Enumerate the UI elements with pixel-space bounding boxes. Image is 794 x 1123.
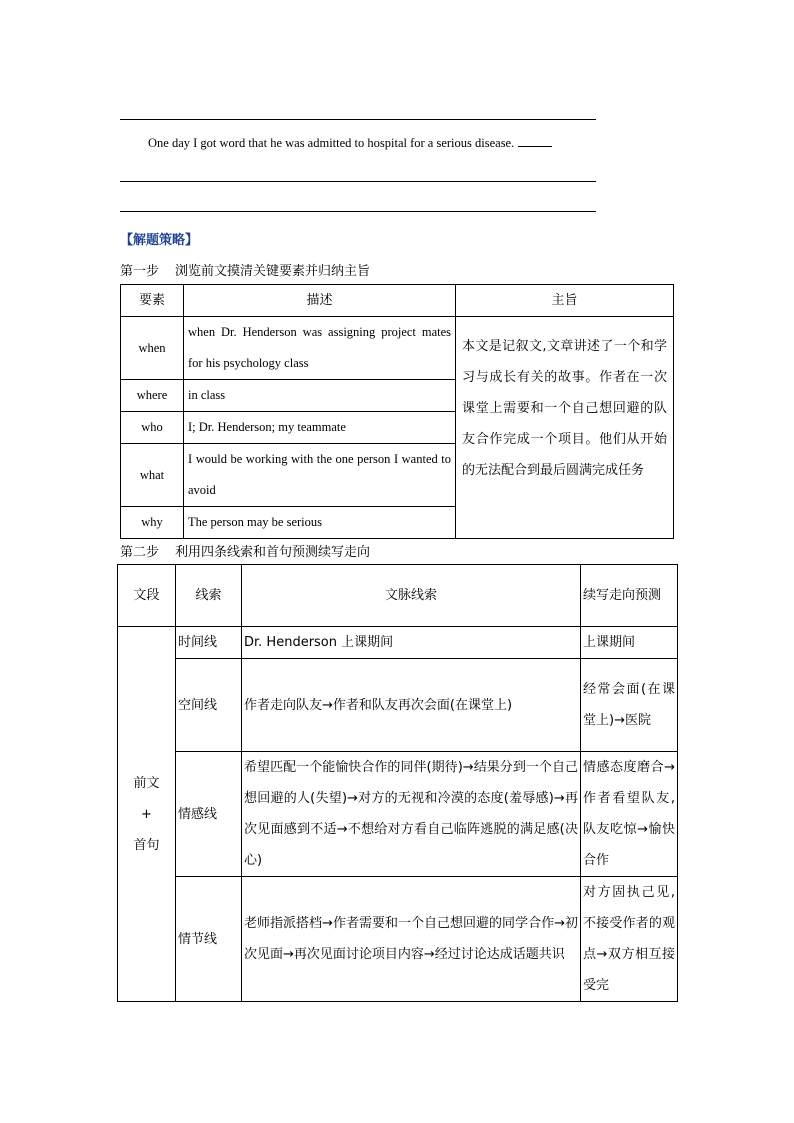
step1-title (120, 260, 370, 279)
clue-name: 情节线 (176, 877, 242, 1002)
step2-title (120, 541, 370, 560)
table-header-cell: 文段 (118, 565, 176, 627)
clue-context: 老师指派搭档→作者需要和一个自己想回避的同学合作→初次见面→再次见面讨论项目内容→经过讨论达成话题共识 (242, 877, 581, 1002)
element-key: what (121, 444, 184, 507)
table-header-cell: 要素 (121, 285, 184, 317)
section-line: + (141, 806, 152, 822)
table-header-cell: 文脉线索 (242, 565, 581, 627)
step2-label: 第二步 (120, 545, 160, 560)
first-sentence-text: One day I got word that he was admitted to hospital for a serious disease. (148, 136, 515, 150)
table-header-cell: 续写走向预测 (581, 565, 678, 627)
table-header-cell: 线索 (176, 565, 242, 627)
section-line: 前文 (133, 775, 160, 791)
clue-name: 情感线 (176, 752, 242, 877)
clue-context: 作者走向队友→作者和队友再次会面(在课堂上) (242, 659, 581, 752)
clue-prediction: 对方固执己见,不接受作者的观点→双方相互接受完 (581, 877, 678, 1002)
answer-line-1 (120, 119, 596, 120)
answer-line-3 (120, 211, 596, 212)
element-key: who (121, 412, 184, 444)
step1-label: 第一步 (120, 264, 160, 279)
clue-prediction: 情感态度磨合→作者看望队友,队友吃惊→愉快合作 (581, 752, 678, 877)
elements-table (120, 284, 674, 539)
step1-text: 浏览前文摸清关键要素并归纳主旨 (175, 264, 371, 279)
clue-name: 时间线 (176, 627, 242, 659)
element-key: where (121, 380, 184, 412)
step2-text: 利用四条线索和首句预测续写走向 (175, 545, 371, 560)
table-row (118, 627, 678, 659)
table-row (121, 317, 674, 380)
clue-context: 希望匹配一个能愉快合作的同伴(期待)→结果分到一个自己想回避的人(失望)→对方的无视和冷漠的态度(羞辱感)→再次见面感到不适→不想给对方看自己临阵逃脱的满足感(决心) (242, 752, 581, 877)
answer-blank (518, 136, 552, 147)
element-desc: The person may be serious (184, 507, 456, 539)
element-desc: I would be working with the one person I wanted to avoid (184, 444, 456, 507)
element-key: why (121, 507, 184, 539)
clue-prediction: 上课期间 (581, 627, 678, 659)
element-desc: in class (184, 380, 456, 412)
clue-prediction: 经常会面(在课堂上)→医院 (581, 659, 678, 752)
table-row (118, 565, 678, 627)
table-row (118, 877, 678, 1002)
section-cell (118, 627, 176, 1002)
continuation-first-sentence (148, 136, 552, 151)
table-row (118, 752, 678, 877)
element-desc: when Dr. Henderson was assigning project mates for his psychology class (184, 317, 456, 380)
section-line: 首句 (133, 837, 160, 853)
strategy-heading: 【解题策略】 (120, 233, 199, 248)
element-key: when (121, 317, 184, 380)
element-desc: I; Dr. Henderson; my teammate (184, 412, 456, 444)
table-row (118, 659, 678, 752)
clue-context: Dr. Henderson 上课期间 (242, 627, 581, 659)
theme-cell: 本文是记叙文,文章讲述了一个和学习与成长有关的故事。作者在一次课堂上需要和一个自己想回避的队友合作完成一个项目。他们从开始的无法配合到最后圆满完成任务 (456, 317, 674, 539)
clue-name: 空间线 (176, 659, 242, 752)
answer-line-2 (120, 181, 596, 182)
table-row (121, 285, 674, 317)
clues-table (117, 564, 678, 1002)
table-header-cell: 主旨 (456, 285, 674, 317)
table-header-cell: 描述 (184, 285, 456, 317)
